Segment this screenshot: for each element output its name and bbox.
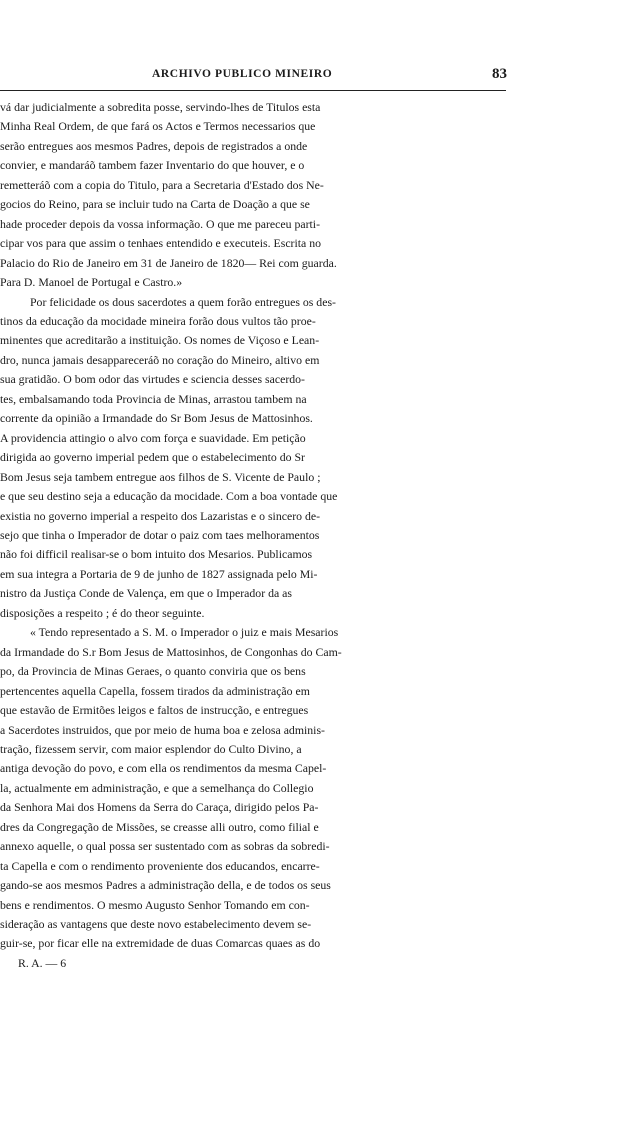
page-header: [0, 62, 520, 92]
text-line: gocios do Reino, para se incluir tudo na Carta de Doação a que se: [0, 197, 310, 212]
text-line: a Sacerdotes instruidos, que por meio de huma boa e zelosa adminis-: [0, 722, 325, 737]
text-line: annexo aquelle, o qual possa ser sustentado com as sobras da sobredi-: [0, 839, 330, 854]
text-line: Minha Real Ordem, de que fará os Actos e Termos necessarios que: [0, 119, 316, 134]
text-line: dro, nunca jamais desappareceráõ no coração do Mineiro, altivo em: [0, 352, 320, 367]
text-line: em sua integra a Portaria de 9 de junho de 1827 assignada pelo Mi-: [0, 566, 318, 581]
text-line: tinos da educação da mocidade mineira forão dous vultos tão proe-: [0, 313, 316, 328]
text-line: A providencia attingio o alvo com força e suavidade. Em petição: [0, 430, 306, 445]
text-line: ta Capella e com o rendimento proveniente dos educandos, encarre-: [0, 858, 320, 873]
text-line: que estavão de Ermitões leigos e faltos de instrucção, e entregues: [0, 703, 309, 718]
text-line: serão entregues aos mesmos Padres, depois de registrados a onde: [0, 138, 308, 153]
page-number: 83: [492, 66, 507, 82]
text-line: convier, e mandaráõ tambem fazer Inventario do que houver, e o: [0, 158, 305, 173]
header-rule: [0, 90, 506, 91]
text-line: gando-se aos mesmos Padres a administração della, e de todos os seus: [0, 878, 331, 893]
text-line: tes, embalsamando toda Provincia de Minas, arrastou tambem na: [0, 391, 307, 406]
text-line: vá dar judicialmente a sobredita posse, servindo-lhes de Titulos esta: [0, 100, 321, 114]
text-line: tração, fizessem servir, com maior esplendor do Culto Divino, a: [0, 741, 302, 756]
text-line: da Irmandade do S.r Bom Jesus de Mattosinhos, de Congonhas do Cam-: [0, 644, 342, 659]
text-line: sejo que tinha o Imperador de dotar o paiz com taes melhoramentos: [0, 527, 320, 542]
paragraph-2: [0, 293, 520, 624]
text-line: pertencentes aquella Capella, fossem tirados da administração em: [0, 683, 310, 698]
body-text: [0, 98, 520, 973]
text-line: Por felicidade os dous sacerdotes a quem forão entregues os des-: [30, 294, 336, 309]
text-line: antiga devoção do povo, e com ella os rendimentos da mesma Capel-: [0, 761, 327, 776]
text-line: sua gratidão. O bom odor das virtudes e sciencia desses sacerdo-: [0, 372, 305, 387]
text-line: « Tendo representado a S. M. o Imperador o juiz e mais Mesarios: [30, 625, 339, 640]
text-line: cipar vos para que assim o tenhaes entendido e executeis. Escrita no: [0, 236, 322, 251]
text-line: minentes que acreditarão a instituição. Os nomes de Viçoso e Lean-: [0, 333, 320, 348]
text-line: po, da Provincia de Minas Geraes, o quanto conviria que os bens: [0, 664, 306, 679]
text-line: hade proceder depois da vossa informação. O que me pareceu parti-: [0, 216, 321, 231]
text-line: Palacio do Rio de Janeiro em 31 de Janeiro de 1820— Rei com guarda.: [0, 255, 337, 270]
text-line: dirigida ao governo imperial pedem que o estabelecimento do Sr: [0, 450, 305, 465]
signature-mark: R. A. — 6: [18, 955, 67, 970]
text-line: remetteráõ com a copia do Titulo, para a Secretaria d'Estado dos Ne-: [0, 177, 324, 192]
text-line: e que seu destino seja a educação da mocidade. Com a boa vontade que: [0, 489, 338, 504]
text-line: existia no governo imperial a respeito dos Lazaristas e o sincero de-: [0, 508, 321, 523]
text-line: da Senhora Mai dos Homens da Serra do Caraça, dirigido pelos Pa-: [0, 800, 319, 815]
text-line: la, actualmente em administração, e que a semelhança do Collegio: [0, 780, 314, 795]
text-line: Para D. Manoel de Portugal e Castro.»: [0, 275, 183, 290]
text-line: sideração as vantagens que deste novo estabelecimento devem se-: [0, 917, 312, 932]
text-line: bens e rendimentos. O mesmo Augusto Senhor Tomando em con-: [0, 897, 310, 912]
text-line: nistro da Justiça Conde de Valença, em que o Imperador da as: [0, 586, 292, 601]
paragraph-1: [0, 98, 520, 293]
text-line: disposições a respeito ; é do theor seguinte.: [0, 605, 205, 620]
text-line: Bom Jesus seja tambem entregue aos filhos de S. Vicente de Paulo ;: [0, 469, 321, 484]
text-line: corrente da opinião a Irmandade do Sr Bom Jesus de Mattosinhos.: [0, 411, 313, 426]
text-line: dres da Congregação de Missões, se creasse alli outro, como filial e: [0, 819, 319, 834]
text-line: não foi difficil realisar-se o bom intuito dos Mesarios. Publicamos: [0, 547, 313, 562]
paragraph-3: [0, 623, 520, 954]
running-title: ARCHIVO PUBLICO MINEIRO: [152, 68, 333, 80]
text-line: guir-se, por ficar elle na extremidade de duas Comarcas quaes as do: [0, 936, 321, 951]
